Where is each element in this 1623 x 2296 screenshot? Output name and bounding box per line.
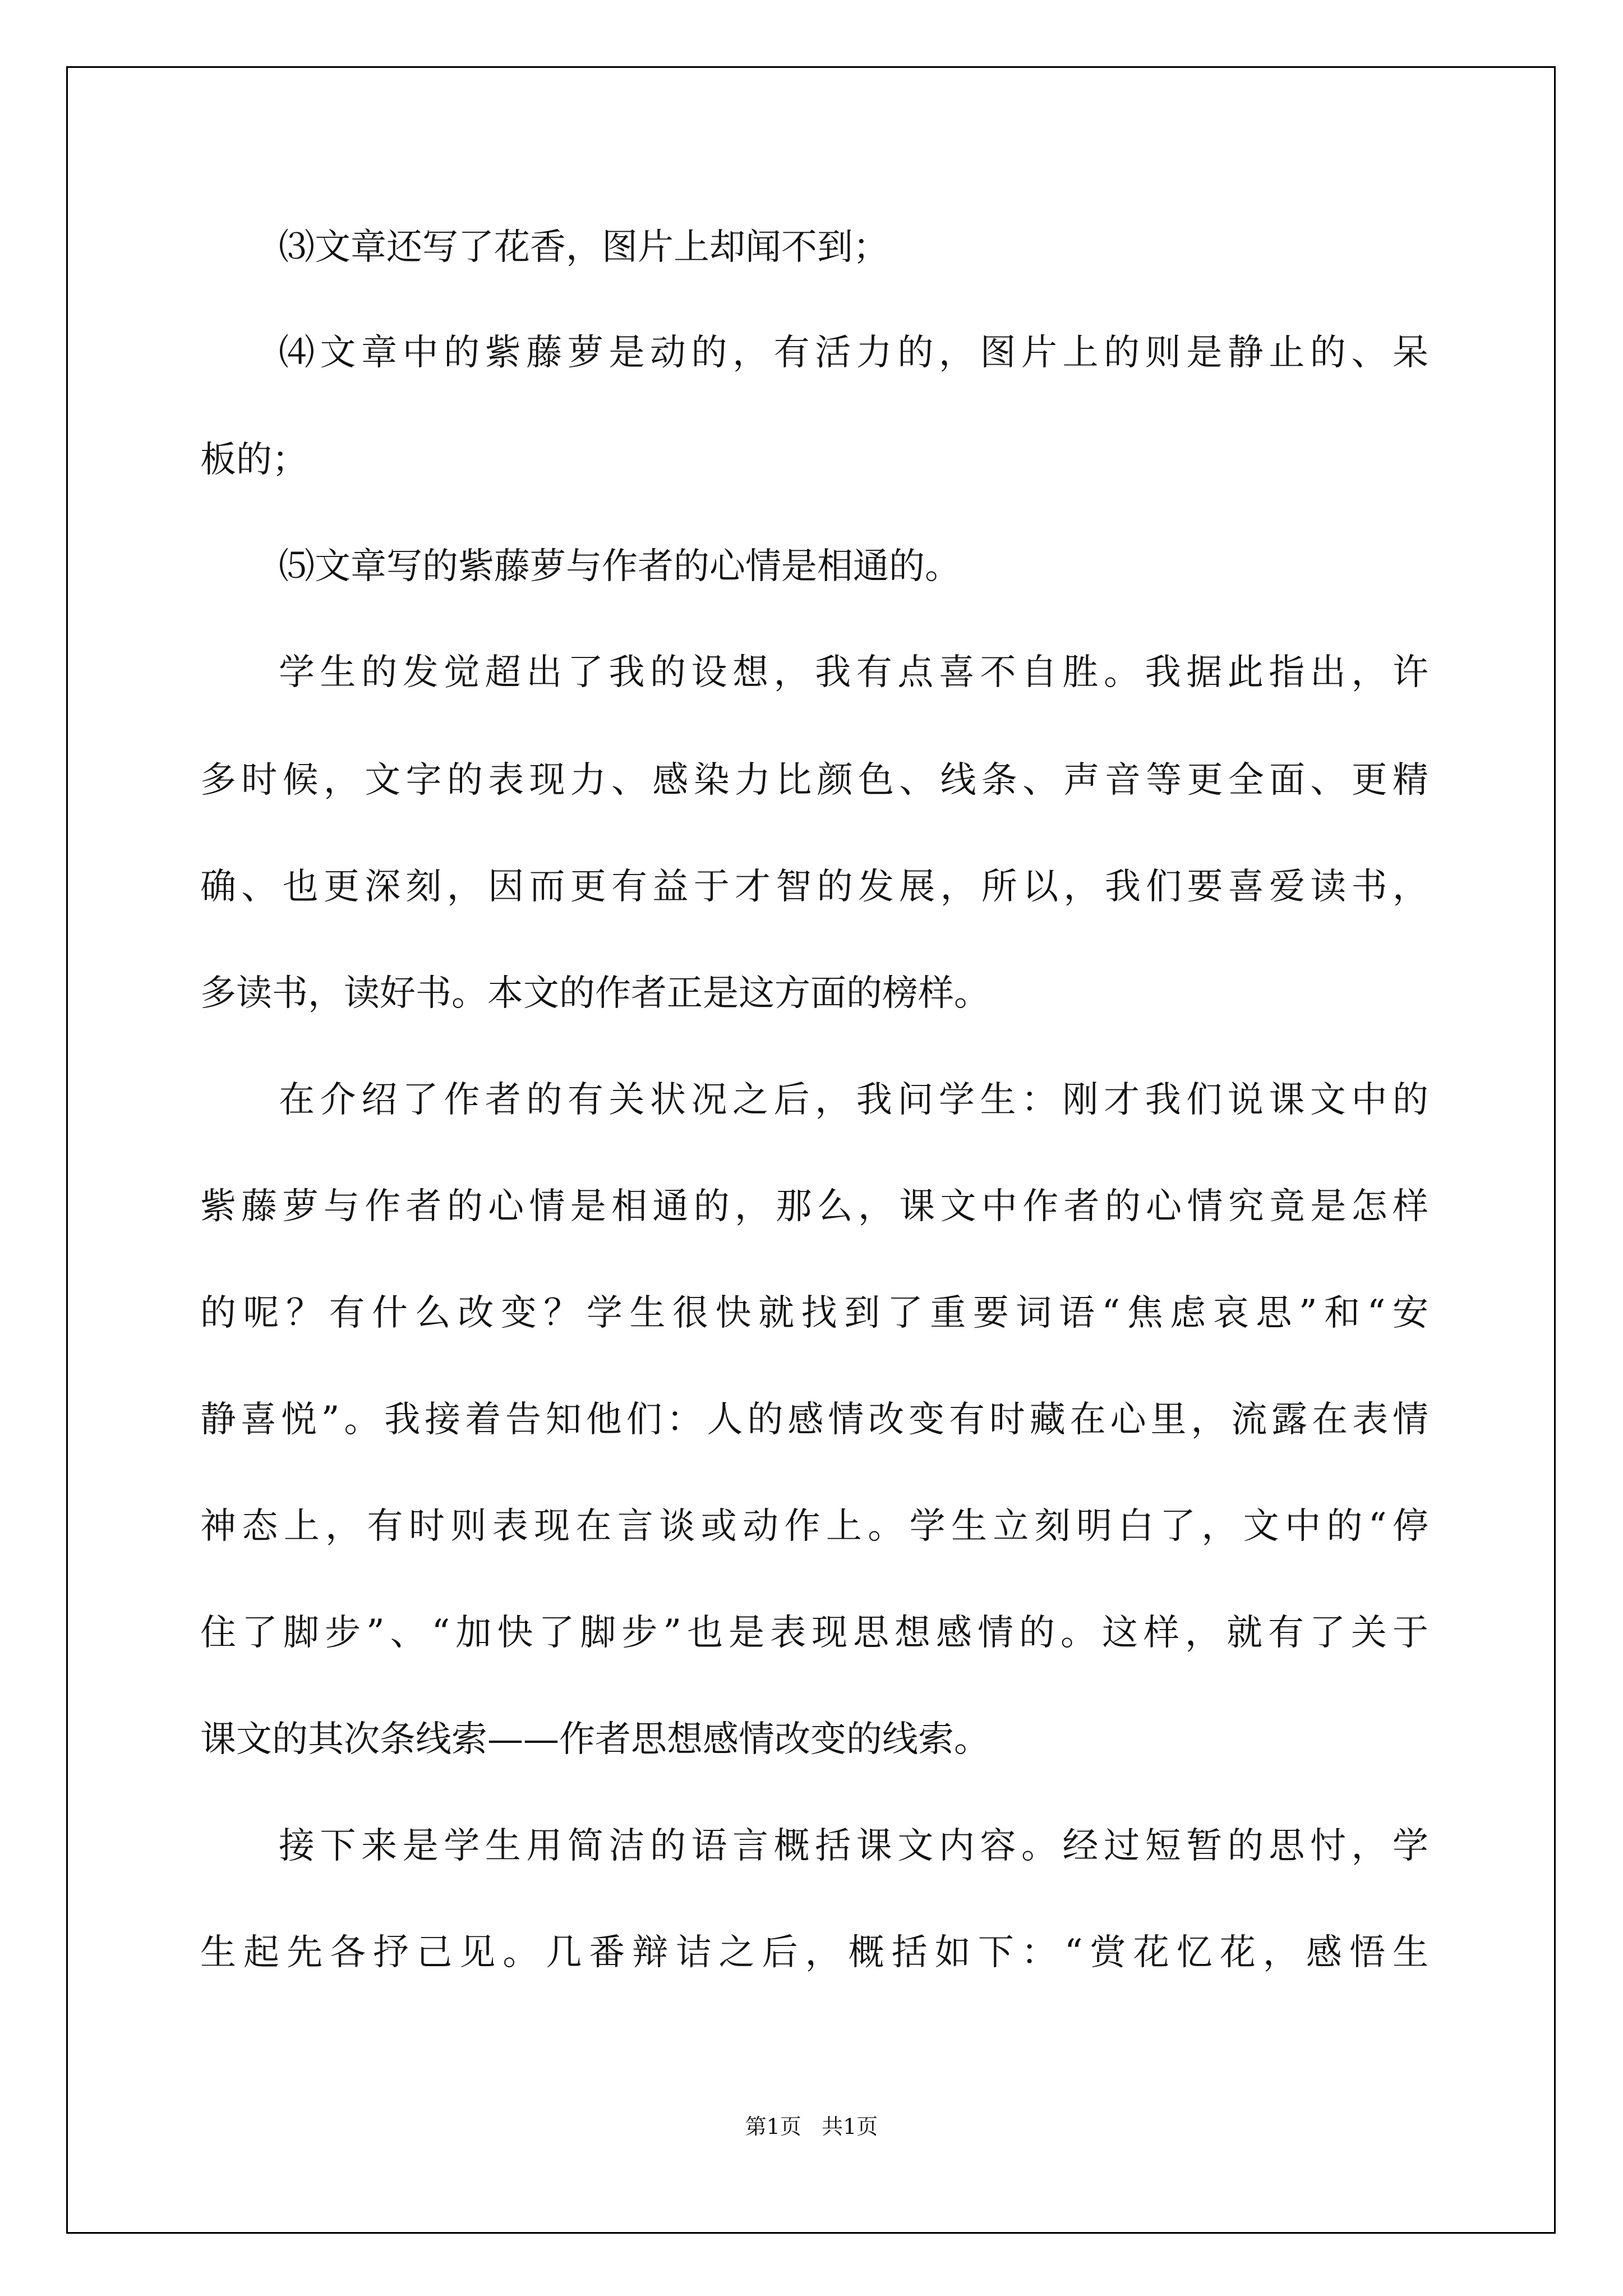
- text-line: 多读书，读好书。本文的作者正是这方面的榜样。: [200, 973, 990, 1014]
- text-line: 的呢？有什么改变？学生很快就找到了重要词语“焦虑哀思”和“安: [200, 1292, 1428, 1334]
- text-line: 神态上，有时则表现在言谈或动作上。学生立刻明白了，文中的“停: [200, 1506, 1428, 1547]
- text-line: 学生的发觉超出了我的设想，我有点喜不自胜。我据此指出，许: [279, 652, 1428, 693]
- page-footer: 第1页 共1页: [745, 2114, 878, 2139]
- text-line: 板的；: [200, 439, 308, 481]
- text-line: 静喜悦”。我接着告知他们：人的感情改变有时藏在心里，流露在表情: [200, 1399, 1428, 1441]
- text-line: 确、也更深刻，因而更有益于才智的发展，所以，我们要喜爱读书，: [200, 866, 1428, 908]
- text-line: 生起先各抒己见。几番辩诘之后，概括如下：“赏花忆花，感悟生: [200, 1932, 1428, 1973]
- text-line: 课文的其次条线索——作者思想感情改变的线索。: [200, 1719, 990, 1760]
- text-line: ⑶文章还写了花香，图片上却闻不到；: [279, 227, 889, 268]
- text-line: ⑷文章中的紫藤萝是动的，有活力的，图片上的则是静止的、呆: [279, 332, 1428, 374]
- text-line: 住了脚步”、“加快了脚步”也是表现思想感情的。这样，就有了关于: [200, 1612, 1428, 1654]
- text-line: 接下来是学生用简洁的语言概括课文内容。经过短暂的思忖，学: [279, 1825, 1428, 1867]
- text-line: ⑸文章写的紫藤萝与作者的心情是相通的。: [279, 546, 961, 587]
- page-border: [66, 66, 1556, 2234]
- text-line: 在介绍了作者的有关状况之后，我问学生：刚才我们说课文中的: [279, 1079, 1428, 1121]
- text-line: 紫藤萝与作者的心情是相通的，那么，课文中作者的心情究竟是怎样: [200, 1186, 1428, 1227]
- text-line: 多时候，文字的表现力、感染力比颜色、线条、声音等更全面、更精: [200, 760, 1428, 801]
